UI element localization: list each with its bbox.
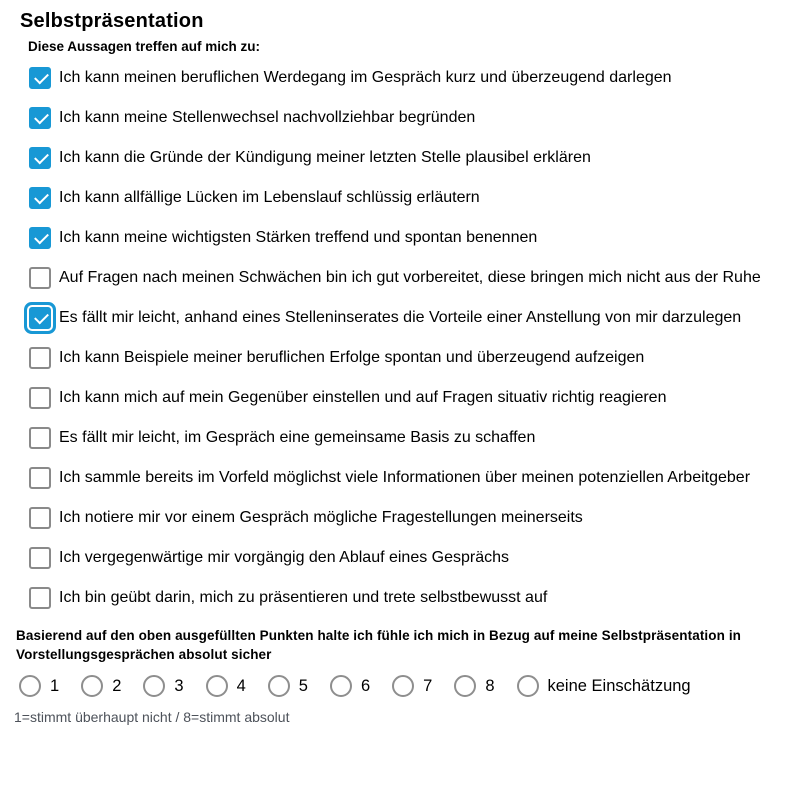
page-title: Selbstpräsentation — [20, 10, 204, 32]
rating-option-label: 3 — [174, 677, 184, 695]
rating-footnote: 1=stimmt überhaupt nicht / 8=stimmt absolut — [14, 709, 290, 725]
radio-unchecked[interactable] — [392, 675, 414, 697]
statement-row[interactable] — [29, 306, 769, 330]
rating-option[interactable] — [517, 674, 691, 698]
statement-label: Ich kann meine Stellenwechsel nachvollziehbar begründen — [59, 109, 476, 126]
rating-question: Basierend auf den oben ausgefüllten Punkten halte ich fühle ich mich in Bezug auf meine Selbstpräsentation in Vorstellungsgesprächen absolut sicher — [16, 628, 742, 662]
statement-label: Ich kann die Gründe der Kündigung meiner letzten Stelle plausibel erklären — [59, 149, 591, 166]
rating-option[interactable] — [268, 674, 308, 698]
statement-label: Ich bin geübt darin, mich zu präsentieren und trete selbstbewusst auf — [59, 589, 548, 606]
statement-row[interactable] — [29, 506, 769, 530]
rating-option-label: 8 — [485, 677, 495, 695]
rating-option-label: 2 — [112, 677, 122, 695]
checkbox-unchecked[interactable] — [29, 547, 51, 569]
statement-label: Ich kann meinen beruflichen Werdegang im Gespräch kurz und überzeugend darlegen — [59, 69, 672, 86]
radio-unchecked[interactable] — [454, 675, 476, 697]
rating-option[interactable] — [454, 674, 494, 698]
checkbox-unchecked[interactable] — [29, 347, 51, 369]
statement-label: Es fällt mir leicht, anhand eines Stelleninserates die Vorteile einer Anstellung von mir darzulegen — [59, 309, 742, 326]
statement-row[interactable] — [29, 426, 769, 450]
radio-unchecked[interactable] — [268, 675, 290, 697]
statement-row[interactable] — [29, 266, 769, 290]
statement-label: Ich kann Beispiele meiner beruflichen Erfolge spontan und überzeugend aufzeigen — [59, 349, 645, 366]
statement-label: Ich notiere mir vor einem Gespräch mögliche Fragestellungen meinerseits — [59, 509, 583, 526]
statement-row[interactable] — [29, 546, 769, 570]
statement-row[interactable] — [29, 186, 769, 210]
statement-label: Ich kann meine wichtigsten Stärken treffend und spontan benennen — [59, 229, 538, 246]
statement-label: Es fällt mir leicht, im Gespräch eine gemeinsame Basis zu schaffen — [59, 429, 536, 446]
rating-option-label: 7 — [423, 677, 433, 695]
statement-list-subtitle: Diese Aussagen treffen auf mich zu: — [28, 39, 261, 54]
checkbox-checked[interactable] — [29, 307, 51, 329]
checkbox-unchecked[interactable] — [29, 467, 51, 489]
statement-row[interactable] — [29, 146, 769, 170]
statement-label: Ich vergegenwärtige mir vorgängig den Ablauf eines Gesprächs — [59, 549, 510, 566]
checkbox-unchecked[interactable] — [29, 587, 51, 609]
checkbox-unchecked[interactable] — [29, 267, 51, 289]
radio-unchecked[interactable] — [143, 675, 165, 697]
statement-label: Auf Fragen nach meinen Schwächen bin ich gut vorbereitet, diese bringen mich nicht aus der Ruhe — [59, 269, 761, 286]
checkbox-unchecked[interactable] — [29, 387, 51, 409]
radio-unchecked[interactable] — [517, 675, 539, 697]
statement-list — [29, 66, 769, 610]
rating-option[interactable] — [143, 674, 183, 698]
statement-row[interactable] — [29, 106, 769, 130]
rating-option-label: 1 — [50, 677, 60, 695]
rating-option-label: keine Einschätzung — [547, 677, 691, 695]
rating-option-label: 6 — [360, 677, 371, 695]
statement-row[interactable] — [29, 346, 769, 370]
checkbox-unchecked[interactable] — [29, 507, 51, 529]
statement-label: Ich kann mich auf mein Gegenüber einstellen und auf Fragen situativ richtig reagieren — [59, 389, 667, 406]
radio-unchecked[interactable] — [19, 675, 41, 697]
radio-unchecked[interactable] — [81, 675, 103, 697]
statement-row[interactable] — [29, 466, 769, 490]
rating-option[interactable] — [81, 674, 121, 698]
rating-option[interactable] — [206, 674, 246, 698]
checkbox-checked[interactable] — [29, 107, 51, 129]
statement-label: Ich kann allfällige Lücken im Lebenslauf schlüssig erläutern — [59, 189, 480, 206]
statement-row[interactable] — [29, 66, 769, 90]
rating-option[interactable] — [19, 674, 59, 698]
radio-unchecked[interactable] — [330, 675, 352, 697]
checkbox-checked[interactable] — [29, 227, 51, 249]
rating-option[interactable] — [330, 674, 370, 698]
checkbox-checked[interactable] — [29, 67, 51, 89]
statement-row[interactable] — [29, 386, 769, 410]
radio-unchecked[interactable] — [206, 675, 228, 697]
statement-label: Ich sammle bereits im Vorfeld möglichst viele Informationen über meinen potenziellen Arbeitgeber — [59, 469, 751, 486]
checkbox-checked[interactable] — [29, 147, 51, 169]
statement-row[interactable] — [29, 226, 769, 250]
rating-option-label: 4 — [236, 677, 246, 695]
rating-scale — [19, 674, 769, 698]
checkbox-checked[interactable] — [29, 187, 51, 209]
statement-row[interactable] — [29, 586, 769, 610]
rating-option-label: 5 — [298, 677, 308, 695]
checkbox-unchecked[interactable] — [29, 427, 51, 449]
rating-option[interactable] — [392, 674, 432, 698]
